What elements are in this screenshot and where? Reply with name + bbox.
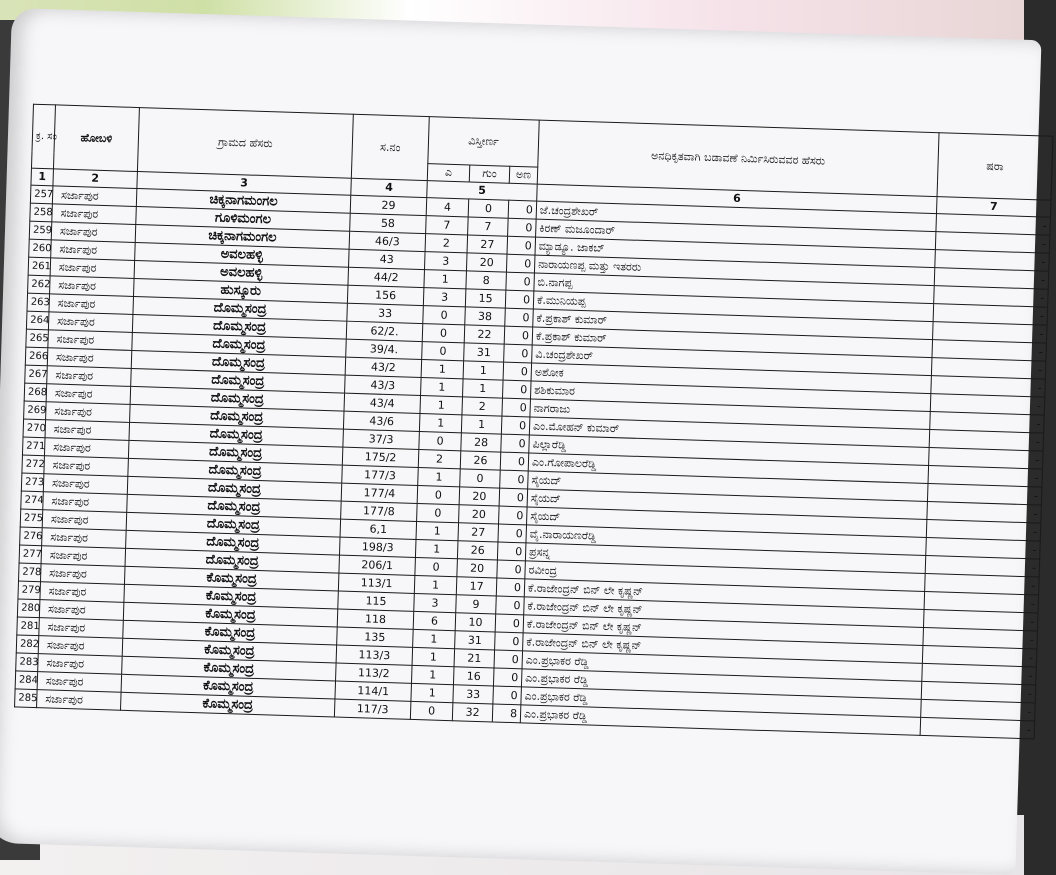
anna-cell: 0 — [502, 398, 531, 417]
village-cell: ದೊಮ್ಮಸಂದ್ರ — [131, 350, 345, 375]
acre-cell: 2 — [425, 234, 468, 253]
acre-cell: 2 — [418, 449, 461, 468]
owner-name-cell: ಸೈಯದ್ — [527, 489, 927, 520]
hobli-cell: ಸರ್ಜಾಪುರ — [49, 294, 134, 315]
header-serial: ಕ್ರ. ಸಂ — [31, 104, 55, 169]
remarks-cell: - — [935, 250, 1050, 272]
acre-cell: 3 — [414, 593, 457, 612]
hobli-cell: ಸರ್ಜಾಪುರ — [47, 366, 132, 387]
register-body — [15, 185, 1051, 739]
serial-cell: 260 — [29, 239, 52, 258]
owner-name-cell: ಸೈಯದ್ — [527, 507, 927, 538]
survey-no-cell: 43/6 — [343, 411, 420, 431]
owner-name-cell: ಕೆ.ರಾಜೇಂದ್ರನ್ ಬಿನ್ ಲೇ ಕೃಷ್ಣನ್ — [523, 633, 923, 664]
remarks-cell: - — [921, 699, 1036, 721]
acre-cell: 0 — [419, 432, 462, 451]
owner-name-cell: ಮ್ಯಾಡ್ಯೂ. ಜಾಕಬ್ — [535, 237, 935, 268]
owner-name-cell: ರವೀಂದ್ರ — [525, 561, 925, 592]
column-number: 3 — [137, 172, 351, 196]
gunta-cell: 15 — [465, 289, 506, 308]
owner-name-cell: ನಾರಾಯಣಪ್ಪ ಮತ್ತು ಇತರರು — [534, 255, 934, 286]
hobli-cell: ಸರ್ಜಾಪುರ — [43, 492, 128, 513]
remarks-cell: - — [926, 519, 1041, 541]
hobli-cell: ಸರ್ಜಾಪುರ — [37, 672, 122, 693]
acre-cell: 1 — [420, 396, 463, 415]
gunta-cell: 1 — [463, 361, 504, 380]
anna-cell: 0 — [499, 506, 528, 525]
remarks-cell: - — [920, 717, 1035, 739]
anna-cell: 0 — [501, 416, 530, 435]
owner-name-cell: ಕೆ.ಪ್ರಕಾಶ್ ಕುಮಾರ್ — [533, 309, 933, 340]
header-acre: ಎ — [427, 164, 470, 182]
village-cell: ಕೊಮ್ಮಸಂದ್ರ — [123, 602, 337, 627]
village-cell: ಕೊಮ್ಮಸಂದ್ರ — [120, 692, 334, 717]
hobli-cell: ಸರ್ಜಾಪುರ — [41, 546, 126, 567]
village-cell: ದೊಮ್ಮಸಂದ್ರ — [127, 494, 341, 519]
survey-no-cell: 135 — [337, 627, 414, 647]
remarks-cell: - — [925, 555, 1040, 577]
anna-cell: 0 — [497, 560, 526, 579]
remarks-cell: - — [927, 484, 1042, 506]
acre-cell: 1 — [424, 270, 467, 289]
owner-name-cell: ಸೈಯದ್ — [528, 471, 928, 502]
remarks-cell: - — [929, 448, 1044, 470]
remarks-cell: - — [933, 304, 1048, 326]
gunta-cell: 31 — [464, 343, 505, 362]
serial-cell: 278 — [19, 563, 42, 582]
hobli-cell: ಸರ್ಜಾಪುರ — [44, 438, 129, 459]
acre-cell: 1 — [418, 467, 461, 486]
remarks-cell: - — [936, 214, 1051, 236]
gunta-cell: 10 — [455, 613, 496, 632]
serial-cell: 285 — [15, 689, 38, 708]
anna-cell: 0 — [494, 650, 523, 669]
gunta-cell: 20 — [457, 559, 498, 578]
owner-name-cell: ಕೆ.ಮುನಿಯಪ್ಪ — [533, 291, 933, 322]
village-cell: ದೊಮ್ಮಸಂದ್ರ — [130, 404, 344, 429]
acre-cell: 3 — [423, 288, 466, 307]
survey-no-cell: 177/8 — [341, 501, 418, 521]
acre-cell: 1 — [411, 665, 454, 684]
header-extent: ವಿಸ್ತೀರ್ಣ — [428, 117, 539, 167]
acre-cell: 1 — [414, 575, 457, 594]
anna-cell: 0 — [504, 326, 533, 345]
anna-cell: 0 — [504, 344, 533, 363]
village-cell: ದೊಮ್ಮಸಂದ್ರ — [125, 548, 339, 573]
remarks-cell: - — [923, 609, 1038, 631]
serial-cell: 271 — [22, 437, 45, 456]
serial-cell: 280 — [17, 599, 40, 618]
owner-name-cell: ಜೆ.ಚಂದ್ರಶೇಖರ್ — [536, 201, 936, 232]
owner-name-cell: ನಾಗರಾಜು — [530, 399, 930, 430]
anna-cell: 0 — [506, 272, 535, 291]
anna-cell: 8 — [492, 704, 521, 723]
hobli-cell: ಸರ್ಜಾಪುರ — [51, 222, 136, 243]
survey-no-cell: 29 — [350, 195, 427, 215]
gunta-cell: 1 — [463, 379, 504, 398]
village-cell: ದೊಮ್ಮಸಂದ್ರ — [132, 314, 346, 339]
acre-cell: 0 — [410, 701, 453, 720]
anna-cell: 0 — [493, 686, 522, 705]
survey-no-cell: 118 — [337, 609, 414, 629]
survey-no-cell: 37/3 — [343, 429, 420, 449]
header-survey-no: ಸ.ನಂ — [351, 114, 429, 180]
serial-cell: 258 — [30, 203, 53, 222]
hobli-cell: ಸರ್ಜಾಪುರ — [50, 276, 135, 297]
anna-cell: 0 — [496, 596, 525, 615]
acre-cell: 1 — [416, 521, 459, 540]
anna-cell: 0 — [503, 362, 532, 381]
acre-cell: 1 — [415, 539, 458, 558]
acre-cell: 1 — [413, 629, 456, 648]
hobli-cell: ಸರ್ಜಾಪುರ — [52, 186, 137, 207]
owner-name-cell: ಶಶಿಕುಮಾರ — [530, 381, 930, 412]
gunta-cell: 2 — [462, 397, 503, 416]
gunta-cell: 16 — [453, 667, 494, 686]
hobli-cell: ಸರ್ಜಾಪುರ — [45, 420, 130, 441]
anna-cell: 0 — [500, 452, 529, 471]
hobli-cell: ಸರ್ಜಾಪುರ — [40, 582, 125, 603]
owner-name-cell: ಕೆ.ರಾಜೇಂದ್ರನ್ ಬಿನ್ ಲೇ ಕೃಷ್ಣನ್ — [523, 615, 923, 646]
gunta-cell: 33 — [453, 685, 494, 704]
acre-cell: 4 — [426, 198, 469, 217]
village-cell: ದೊಮ್ಮಸಂದ್ರ — [126, 530, 340, 555]
village-cell: ಅವಲಹಳ್ಳಿ — [134, 260, 348, 285]
survey-no-cell: 33 — [347, 303, 424, 323]
register-sheet — [14, 104, 1053, 740]
owner-name-cell: ಕಿರಣ್ ಮಜೂಂದಾರ್ — [536, 219, 936, 250]
remarks-cell: - — [930, 394, 1045, 416]
village-cell: ದೊಮ್ಮಸಂದ್ರ — [126, 512, 340, 537]
survey-no-cell: 46/3 — [349, 231, 426, 251]
anna-cell: 0 — [495, 614, 524, 633]
survey-no-cell: 43/4 — [344, 393, 421, 413]
serial-cell: 262 — [28, 275, 51, 294]
gunta-cell: 31 — [455, 631, 496, 650]
serial-cell: 265 — [26, 329, 49, 348]
remarks-cell: - — [931, 376, 1046, 398]
gunta-cell: 22 — [464, 325, 505, 344]
owner-name-cell: ಕೆ.ರಾಜೇಂದ್ರನ್ ಬಿನ್ ಲೇ ಕೃಷ್ಣನ್ — [524, 579, 924, 610]
anna-cell: 0 — [508, 200, 537, 219]
survey-no-cell: 117/3 — [334, 699, 411, 719]
owner-name-cell: ಅಶೋಕ — [531, 363, 931, 394]
gunta-cell: 9 — [456, 595, 497, 614]
village-cell: ದೊಮ್ಮಸಂದ್ರ — [132, 332, 346, 357]
remarks-cell: - — [929, 430, 1044, 452]
survey-no-cell: 6,1 — [340, 519, 417, 539]
remarks-cell: - — [935, 232, 1050, 254]
land-register-table — [14, 104, 1053, 740]
serial-cell: 284 — [15, 671, 38, 690]
gunta-cell: 17 — [456, 577, 497, 596]
header-row — [32, 104, 1053, 183]
village-cell: ಕೊಮ್ಮಸಂದ್ರ — [122, 656, 336, 681]
village-cell: ದೊಮ್ಮಸಂದ್ರ — [130, 386, 344, 411]
header-village: ಗ್ರಾಮದ ಹೆಸರು — [137, 108, 353, 179]
document-page — [0, 8, 1047, 875]
survey-no-cell: 177/3 — [342, 465, 419, 485]
village-cell: ದೊಮ್ಮಸಂದ್ರ — [133, 296, 347, 321]
header-name: ಅನಧಿಕೃತವಾಗಿ ಬಡಾವಣೆ ನಿರ್ಮಿಸಿರುವವರ ಹೆಸರು — [537, 120, 939, 197]
hobli-cell: ಸರ್ಜಾಪುರ — [48, 312, 133, 333]
acre-cell: 0 — [415, 557, 458, 576]
column-number: 4 — [351, 178, 427, 197]
anna-cell: 0 — [507, 236, 536, 255]
survey-no-cell: 113/1 — [338, 573, 415, 593]
owner-name-cell: ಎಂ.ಪ್ರಭಾಕರ ರೆಡ್ಡಿ — [520, 705, 920, 736]
owner-name-cell: ಎಂ.ಗೋಪಾಲರೆಡ್ಡಿ — [528, 453, 928, 484]
village-cell: ಅವಲಹಳ್ಳಿ — [135, 242, 349, 267]
owner-name-cell: ಎಂ.ಪ್ರಭಾಕರ ರೆಡ್ಡಿ — [521, 687, 921, 718]
header-gunta: ಗುಂ — [469, 165, 510, 183]
serial-cell: 283 — [16, 653, 39, 672]
anna-cell: 0 — [501, 434, 530, 453]
hobli-cell: ಸರ್ಜಾಪುರ — [38, 654, 123, 675]
acre-cell: 0 — [417, 485, 460, 504]
anna-cell: 0 — [508, 218, 537, 237]
survey-no-cell: 62/2. — [346, 321, 423, 341]
hobli-cell: ಸರ್ಜಾಪುರ — [52, 204, 137, 225]
village-cell: ಗೂಳಿಮಂಗಲ — [136, 207, 350, 232]
serial-cell: 264 — [26, 311, 49, 330]
owner-name-cell: ಎಂ.ಮೋಹನ್ ಕುಮಾರ್ — [529, 417, 929, 448]
survey-no-cell: 206/1 — [339, 555, 416, 575]
serial-cell: 282 — [16, 635, 39, 654]
serial-cell: 261 — [28, 257, 51, 276]
owner-name-cell: ಕೆ.ಪ್ರಕಾಶ್ ಕುಮಾರ್ — [532, 327, 932, 358]
hobli-cell: ಸರ್ಜಾಪುರ — [38, 636, 123, 657]
village-cell: ಕೊಮ್ಮಸಂದ್ರ — [123, 620, 337, 645]
remarks-cell: - — [927, 501, 1042, 523]
anna-cell: 0 — [505, 308, 534, 327]
anna-cell: 0 — [498, 524, 527, 543]
owner-name-cell: ಬಿ.ನಾಗಪ್ಪ — [534, 273, 934, 304]
survey-no-cell: 156 — [347, 285, 424, 305]
village-cell: ಹುಸ್ಕೂರು — [133, 278, 347, 303]
remarks-cell: - — [922, 663, 1037, 685]
hobli-cell: ಸರ್ಜಾಪುರ — [42, 528, 127, 549]
header-anna: ಅಣ — [509, 166, 538, 184]
survey-no-cell: 113/2 — [336, 663, 413, 683]
anna-cell: 0 — [493, 668, 522, 687]
village-cell: ಚಿಕ್ಕನಾಗಮಂಗಲ — [136, 189, 350, 214]
gunta-cell: 21 — [454, 649, 495, 668]
village-cell: ದೊಮ್ಮಸಂದ್ರ — [131, 368, 345, 393]
acre-cell: 6 — [413, 611, 456, 630]
hobli-cell: ಸರ್ಜಾಪುರ — [39, 600, 124, 621]
gunta-cell: 26 — [457, 541, 498, 560]
remarks-cell: - — [930, 412, 1045, 434]
acre-cell: 0 — [423, 306, 466, 325]
column-number: 1 — [31, 168, 54, 186]
gunta-cell: 0 — [460, 469, 501, 488]
gunta-cell: 1 — [461, 415, 502, 434]
survey-no-cell: 39/4. — [346, 339, 423, 359]
hobli-cell: ಸರ್ಜಾಪುರ — [46, 384, 131, 405]
survey-no-cell: 198/3 — [339, 537, 416, 557]
serial-cell: 281 — [17, 617, 40, 636]
serial-cell: 263 — [27, 293, 50, 312]
survey-no-cell: 43 — [349, 249, 426, 269]
header-remarks: ಷರಾ — [937, 133, 1053, 201]
serial-cell: 274 — [21, 491, 44, 510]
survey-no-cell: 115 — [338, 591, 415, 611]
hobli-cell: ಸರ್ಜಾಪುರ — [39, 618, 124, 639]
remarks-cell: - — [923, 627, 1038, 649]
anna-cell: 0 — [495, 632, 524, 651]
gunta-cell: 8 — [466, 271, 507, 290]
survey-no-cell: 43/3 — [345, 375, 422, 395]
village-cell: ಕೊಮ್ಮಸಂದ್ರ — [124, 584, 338, 609]
anna-cell: 0 — [505, 290, 534, 309]
anna-cell: 0 — [500, 470, 529, 489]
remarks-cell: - — [931, 358, 1046, 380]
gunta-cell: 20 — [466, 253, 507, 272]
hobli-cell: ಸರ್ಜಾಪುರ — [47, 348, 132, 369]
owner-name-cell: ಎಂ.ಪ್ರಭಾಕರ ರೆಡ್ಡಿ — [522, 651, 922, 682]
survey-no-cell: 175/2 — [342, 447, 419, 467]
survey-no-cell: 44/2 — [348, 267, 425, 287]
remarks-cell: - — [925, 573, 1040, 595]
gunta-cell: 0 — [468, 199, 509, 218]
gunta-cell: 20 — [459, 487, 500, 506]
acre-cell: 7 — [426, 216, 469, 235]
hobli-cell: ಸರ್ಜಾಪುರ — [46, 402, 131, 423]
survey-no-cell: 43/2 — [345, 357, 422, 377]
owner-name-cell: ಪ್ರಸನ್ನ — [525, 543, 925, 574]
anna-cell: 0 — [502, 380, 531, 399]
gunta-cell: 20 — [459, 505, 500, 524]
hobli-cell: ಸರ್ಜಾಪುರ — [51, 240, 136, 261]
survey-no-cell: 177/4 — [341, 483, 418, 503]
village-cell: ಚಿಕ್ಕನಾಗಮಂಗಲ — [135, 224, 349, 249]
serial-cell: 257 — [30, 185, 53, 204]
hobli-cell: ಸರ್ಜಾಪುರ — [42, 510, 127, 531]
remarks-cell: - — [933, 322, 1048, 344]
gunta-cell: 26 — [460, 451, 501, 470]
remarks-cell: - — [934, 286, 1049, 308]
gunta-cell: 27 — [458, 523, 499, 542]
remarks-cell: - — [926, 537, 1041, 559]
header-hobli: ಹೋಬಳಿ — [53, 105, 139, 172]
gunta-cell: 38 — [465, 307, 506, 326]
remarks-cell: - — [921, 681, 1036, 703]
survey-no-cell: 114/1 — [335, 681, 412, 701]
remarks-cell: - — [934, 268, 1049, 290]
hobli-cell: ಸರ್ಜಾಪುರ — [40, 564, 125, 585]
acre-cell: 1 — [412, 647, 455, 666]
acre-cell: 1 — [421, 378, 464, 397]
serial-cell: 273 — [21, 473, 44, 492]
serial-cell: 276 — [20, 527, 43, 546]
column-number: 2 — [53, 169, 137, 189]
serial-cell: 269 — [24, 401, 47, 420]
village-cell: ದೊಮ್ಮಸಂದ್ರ — [128, 440, 342, 465]
hobli-cell: ಸರ್ಜಾಪುರ — [37, 690, 122, 711]
acre-cell: 1 — [419, 414, 462, 433]
column-number: 5 — [427, 181, 537, 201]
acre-cell: 0 — [422, 324, 465, 343]
gunta-cell: 32 — [452, 703, 493, 722]
hobli-cell: ಸರ್ಜಾಪುರ — [44, 456, 129, 477]
village-cell: ಕೊಮ್ಮಸಂದ್ರ — [122, 638, 336, 663]
owner-name-cell: ಎಂ.ಪ್ರಭಾಕರ ರೆಡ್ಡಿ — [521, 669, 921, 700]
column-number: 6 — [537, 184, 937, 214]
owner-name-cell: ವೈ.ನಾರಾಯಣರೆಡ್ಡಿ — [526, 525, 926, 556]
survey-no-cell: 58 — [350, 213, 427, 233]
acre-cell: 0 — [417, 503, 460, 522]
remarks-cell: - — [928, 466, 1043, 488]
serial-cell: 277 — [19, 545, 42, 564]
village-cell: ಕೊಮ್ಮಸಂದ್ರ — [124, 566, 338, 591]
gunta-cell: 27 — [467, 235, 508, 254]
anna-cell: 0 — [497, 542, 526, 561]
acre-cell: 1 — [411, 683, 454, 702]
serial-cell: 266 — [25, 347, 48, 366]
village-cell: ದೊಮ್ಮಸಂದ್ರ — [127, 476, 341, 501]
serial-cell: 267 — [25, 365, 48, 384]
acre-cell: 0 — [422, 342, 465, 361]
gunta-cell: 7 — [468, 217, 509, 236]
anna-cell: 0 — [496, 578, 525, 597]
owner-name-cell: ವಿ.ಚಂದ್ರಶೇಖರ್ — [532, 345, 932, 376]
remarks-cell: - — [922, 645, 1037, 667]
acre-cell: 3 — [424, 252, 467, 271]
village-cell: ಕೊಮ್ಮಸಂದ್ರ — [121, 674, 335, 699]
hobli-cell: ಸರ್ಜಾಪುರ — [48, 330, 133, 351]
column-number: 7 — [936, 197, 1050, 218]
anna-cell: 0 — [499, 488, 528, 507]
hobli-cell: ಸರ್ಜಾಪುರ — [43, 474, 128, 495]
owner-name-cell: ಕೆ.ರಾಜೇಂದ್ರನ್ ಬಿನ್ ಲೇ ಕೃಷ್ಣನ್ — [524, 597, 924, 628]
serial-cell: 270 — [23, 419, 46, 438]
serial-cell: 272 — [22, 455, 45, 474]
village-cell: ದೊಮ್ಮಸಂದ್ರ — [129, 422, 343, 447]
anna-cell: 0 — [506, 254, 535, 273]
remarks-cell: - — [924, 591, 1039, 613]
hobli-cell: ಸರ್ಜಾಪುರ — [50, 258, 135, 279]
village-cell: ದೊಮ್ಮಸಂದ್ರ — [128, 458, 342, 483]
remarks-cell: - — [932, 340, 1047, 362]
serial-cell: 259 — [29, 221, 52, 240]
serial-cell: 279 — [18, 581, 41, 600]
survey-no-cell: 113/3 — [336, 645, 413, 665]
owner-name-cell: ಪಿಲ್ಲಾರೆಡ್ಡಿ — [529, 435, 929, 466]
serial-cell: 268 — [24, 383, 47, 402]
gunta-cell: 28 — [461, 433, 502, 452]
acre-cell: 1 — [421, 360, 464, 379]
serial-cell: 275 — [20, 509, 43, 528]
